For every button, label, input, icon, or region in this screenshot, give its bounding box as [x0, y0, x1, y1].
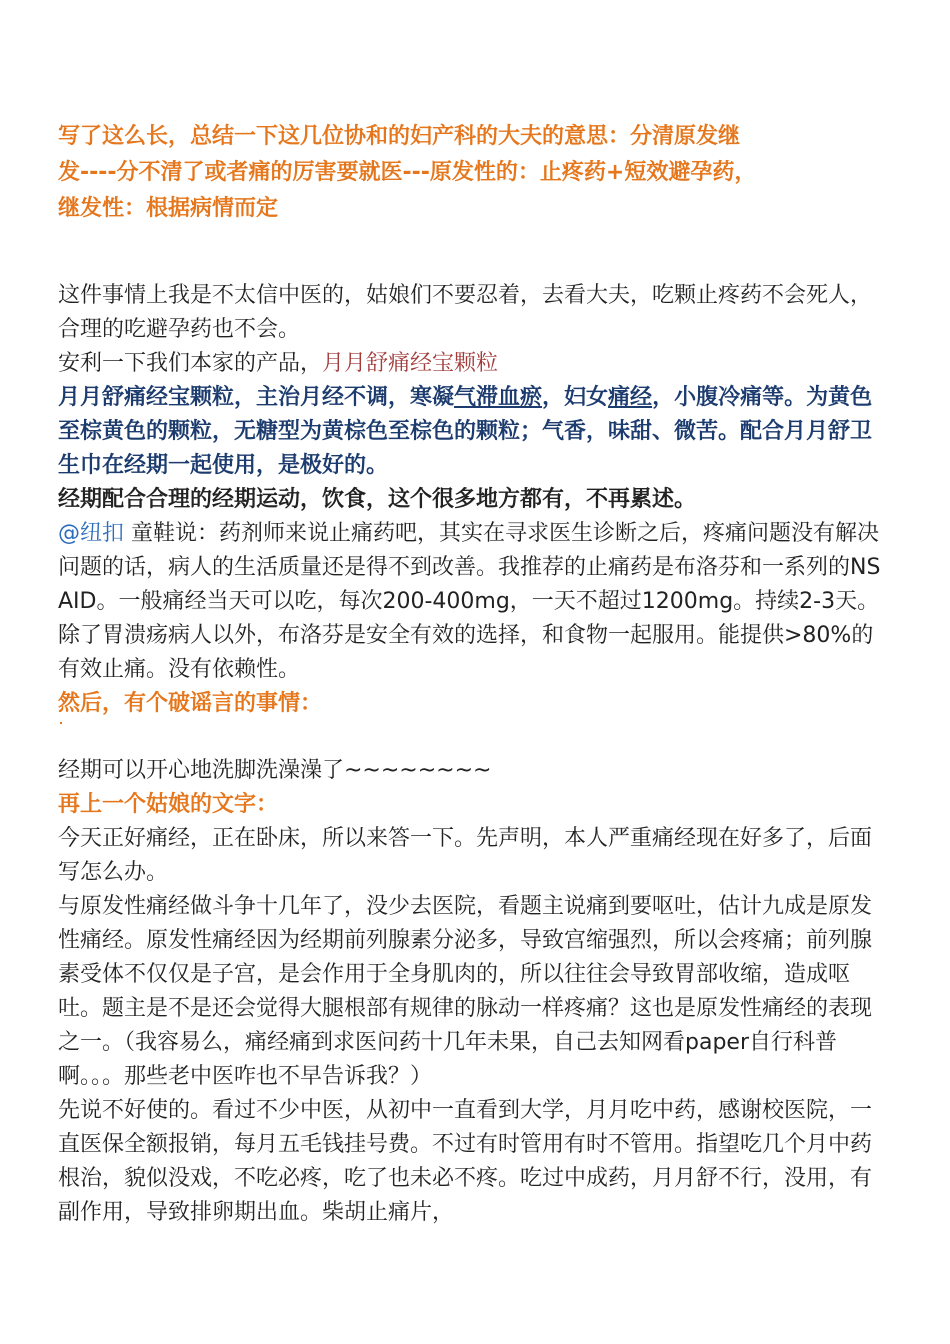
product-link[interactable]: 月月舒痛经宝颗粒 — [322, 351, 499, 376]
summary-heading-line-2: 发----分不清了或者痛的厉害要就医---原发性的：止疼药+短效避孕药， — [58, 160, 757, 185]
rumor-heading: 然后，有个破谣言的事情： — [58, 691, 323, 716]
dysmenorrhea-link[interactable]: 痛经 — [608, 385, 653, 410]
promo-prefix: 安利一下我们本家的产品， — [58, 351, 323, 376]
pharmacist-quote-text: 童鞋说：药剂师来说止痛药吧，其实在寻求医生诊断之后，疼痛问题没有解决问题的话，病人的生活质量还是得不到改善。我推荐的止痛药是布洛芬和一系列的NSAID。一般痛经当天可以吃，每次200-400mg，一天不超过1200mg。持续2-3天。除了胃溃疡病人以外，布洛芬是安全有效的选择，和食物一起服用。能提供>80%的有效止痛。没有依赖性。 — [58, 521, 881, 682]
qi-stagnation-link[interactable]: 气滞血瘀 — [454, 385, 543, 410]
rumor-text: 经期可以开心地洗脚洗澡澡了~~~~~~~~ — [58, 758, 492, 783]
product-desc-part-1: 月月舒痛经宝颗粒，主治月经不调，寒凝 — [58, 385, 455, 410]
girl-heading: 再上一个姑娘的文字： — [58, 792, 279, 817]
summary-heading-line-3: 继发性：根据病情而定 — [58, 196, 279, 221]
exercise-note: 经期配合合理的经期运动，饮食，这个很多地方都有，不再累述。 — [58, 487, 697, 512]
user-mention-link[interactable]: @纽扣 — [58, 521, 125, 546]
spacer — [58, 227, 890, 279]
summary-heading-line-1: 写了这么长，总结一下这几位协和的妇产科的大夫的意思：分清原发继 — [58, 124, 741, 149]
product-desc-part-3: ，妇女 — [542, 385, 609, 410]
girl-paragraph: 先说不好使的。看过不少中医，从初中一直看到大学，月月吃中药，感谢校医院，一直医保全额报销，每月五毛钱挂号费。不过有时管用有时不管用。指望吃几个月中药根治，貌似没戏，不吃必疼，吃了也未必不疼。吃过中成药，月月舒不行，没用，有副作用，导致排卵期出血。柴胡止痛片， — [58, 1098, 873, 1225]
product-desc-part-5: ，小腹冷痛等。为黄色至棕黄色的颗粒，无糖型为黄棕色至棕色的颗粒；气香，味甜、微苦。配合月月舒卫生巾在经期一起使用，是极好的。 — [58, 385, 873, 478]
summary-heading — [58, 119, 890, 227]
intro-paragraph: 这件事情上我是不太信中医的，姑娘们不要忍着，去看大夫，吃颗止疼药不会死人，合理的吃避孕药也不会。 — [58, 283, 873, 342]
promo-line — [58, 347, 890, 381]
girl-paragraph: 今天正好痛经，正在卧床，所以来答一下。先声明，本人严重痛经现在好多了，后面写怎么办。 — [58, 826, 873, 885]
girl-paragraph: 与原发性痛经做斗争十几年了，没少去医院，看题主说痛到要呕吐，估计九成是原发性痛经。原发性痛经因为经期前列腺素分泌多，导致宫缩强烈，所以会疼痛；前列腺素受体不仅仅是子宫，是会作用于全身肌肉的，所以往往会导致胃部收缩，造成呕吐。题主是不是还会觉得大腿根部有规律的脉动一样疼痛？这也是原发性痛经的表现之一。（我容易么，痛经痛到求医问药十几年未果，自己去知网看paper自行科普啊。。。那些老中医咋也不早告诉我？） — [58, 894, 873, 1089]
spacer — [58, 724, 890, 754]
product-description — [58, 381, 890, 483]
pharmacist-quote — [58, 517, 890, 687]
